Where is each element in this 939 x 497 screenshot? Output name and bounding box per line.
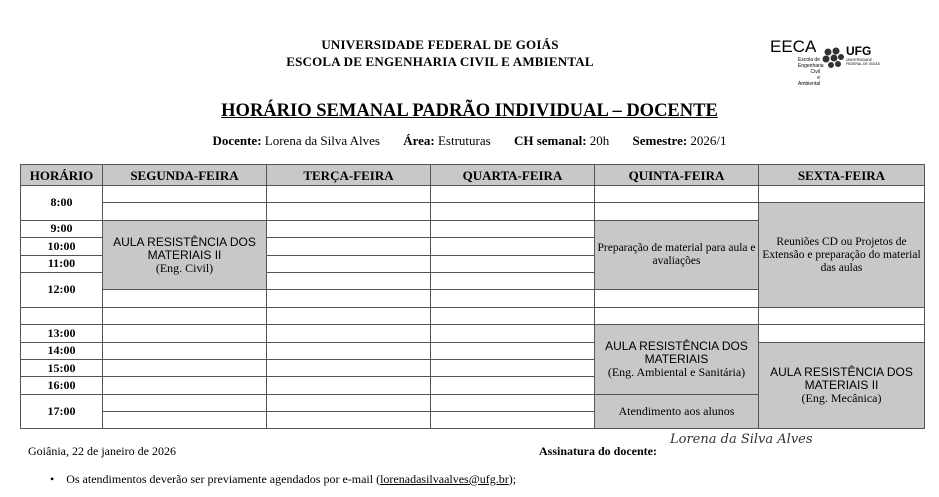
header-sexta: SEXTA-FEIRA (759, 165, 925, 186)
note-bullet: • Os atendimentos deverão ser previamente agendados por e-mail (lorenadasilvaalves@ufg.br); (50, 472, 517, 486)
docente-label: Docente: (212, 133, 262, 148)
table-row (21, 186, 925, 203)
thu-atendimento-block: Atendimento aos alunos (595, 394, 759, 429)
time-cell: 13:00 (21, 325, 103, 342)
header-terca: TERÇA-FEIRA (267, 165, 431, 186)
docente-value: Lorena da Silva Alves (264, 133, 380, 148)
document-header (0, 36, 880, 70)
eeca-logo-subtitle: Escola de Engenharia Civil e Ambiental (798, 57, 824, 87)
time-cell: 11:00 (21, 255, 103, 272)
time-cell: 8:00 (21, 186, 103, 221)
header-quarta: QUARTA-FEIRA (431, 165, 595, 186)
institution-name: UNIVERSIDADE FEDERAL DE GOIÁS (321, 37, 559, 52)
table-row (21, 342, 925, 359)
table-row (21, 325, 925, 342)
fri-reunioes-block: Reuniões CD ou Projetos de Extensão e preparação do material das aulas (759, 203, 925, 307)
fri-aula-block: AULA RESISTÊNCIA DOS MATERIAIS II (Eng. Mecânica) (759, 342, 925, 429)
ufg-hexagon-icon (822, 46, 844, 68)
table-row (21, 203, 925, 220)
time-cell: 10:00 (21, 238, 103, 255)
bullet-icon: • (50, 472, 55, 486)
schedule-table (20, 164, 925, 429)
signature-handwriting: Lorena da Silva Alves (670, 432, 813, 447)
table-row (21, 307, 925, 324)
header-quinta: QUINTA-FEIRA (595, 165, 759, 186)
header-horario: HORÁRIO (21, 165, 103, 186)
eeca-logo-text: EECA (770, 37, 817, 56)
area-label: Área: (403, 133, 435, 148)
time-cell: 15:00 (21, 359, 103, 376)
time-cell: 17:00 (21, 394, 103, 429)
ufg-logo-subtitle: UNIVERSIDADE FEDERAL DE GOIÁS (846, 58, 880, 66)
table-header-row (21, 165, 925, 186)
thu-preparacao-block: Preparação de material para aula e avaliações (595, 220, 759, 290)
signature-label: Assinatura do docente: (539, 444, 658, 458)
page-title: HORÁRIO SEMANAL PADRÃO INDIVIDUAL – DOCENTE (221, 101, 718, 121)
document-date: Goiânia, 22 de janeiro de 2026 (28, 444, 176, 458)
area-value: Estruturas (437, 133, 491, 148)
semestre-label: Semestre: (632, 133, 688, 148)
time-cell: 14:00 (21, 342, 103, 359)
docente-info-line (0, 133, 939, 149)
header-segunda: SEGUNDA-FEIRA (103, 165, 267, 186)
semestre-value: 2026/1 (690, 133, 727, 148)
ch-label: CH semanal: (513, 133, 587, 148)
eeca-ufg-logo (770, 38, 890, 86)
mon-aula-block: AULA RESISTÊNCIA DOS MATERIAIS II (Eng. Civil) (103, 220, 267, 290)
time-cell: 16:00 (21, 377, 103, 394)
time-cell: 12:00 (21, 272, 103, 307)
ufg-logo-text: UFG (846, 44, 872, 58)
thu-aula-block: AULA RESISTÊNCIA DOS MATERIAIS (Eng. Ambiental e Sanitária) (595, 325, 759, 395)
school-name: ESCOLA DE ENGENHARIA CIVIL E AMBIENTAL (286, 54, 594, 69)
time-cell: 9:00 (21, 220, 103, 237)
ch-value: 20h (589, 133, 610, 148)
email-link[interactable]: lorenadasilvaalves@ufg.br (380, 472, 509, 486)
